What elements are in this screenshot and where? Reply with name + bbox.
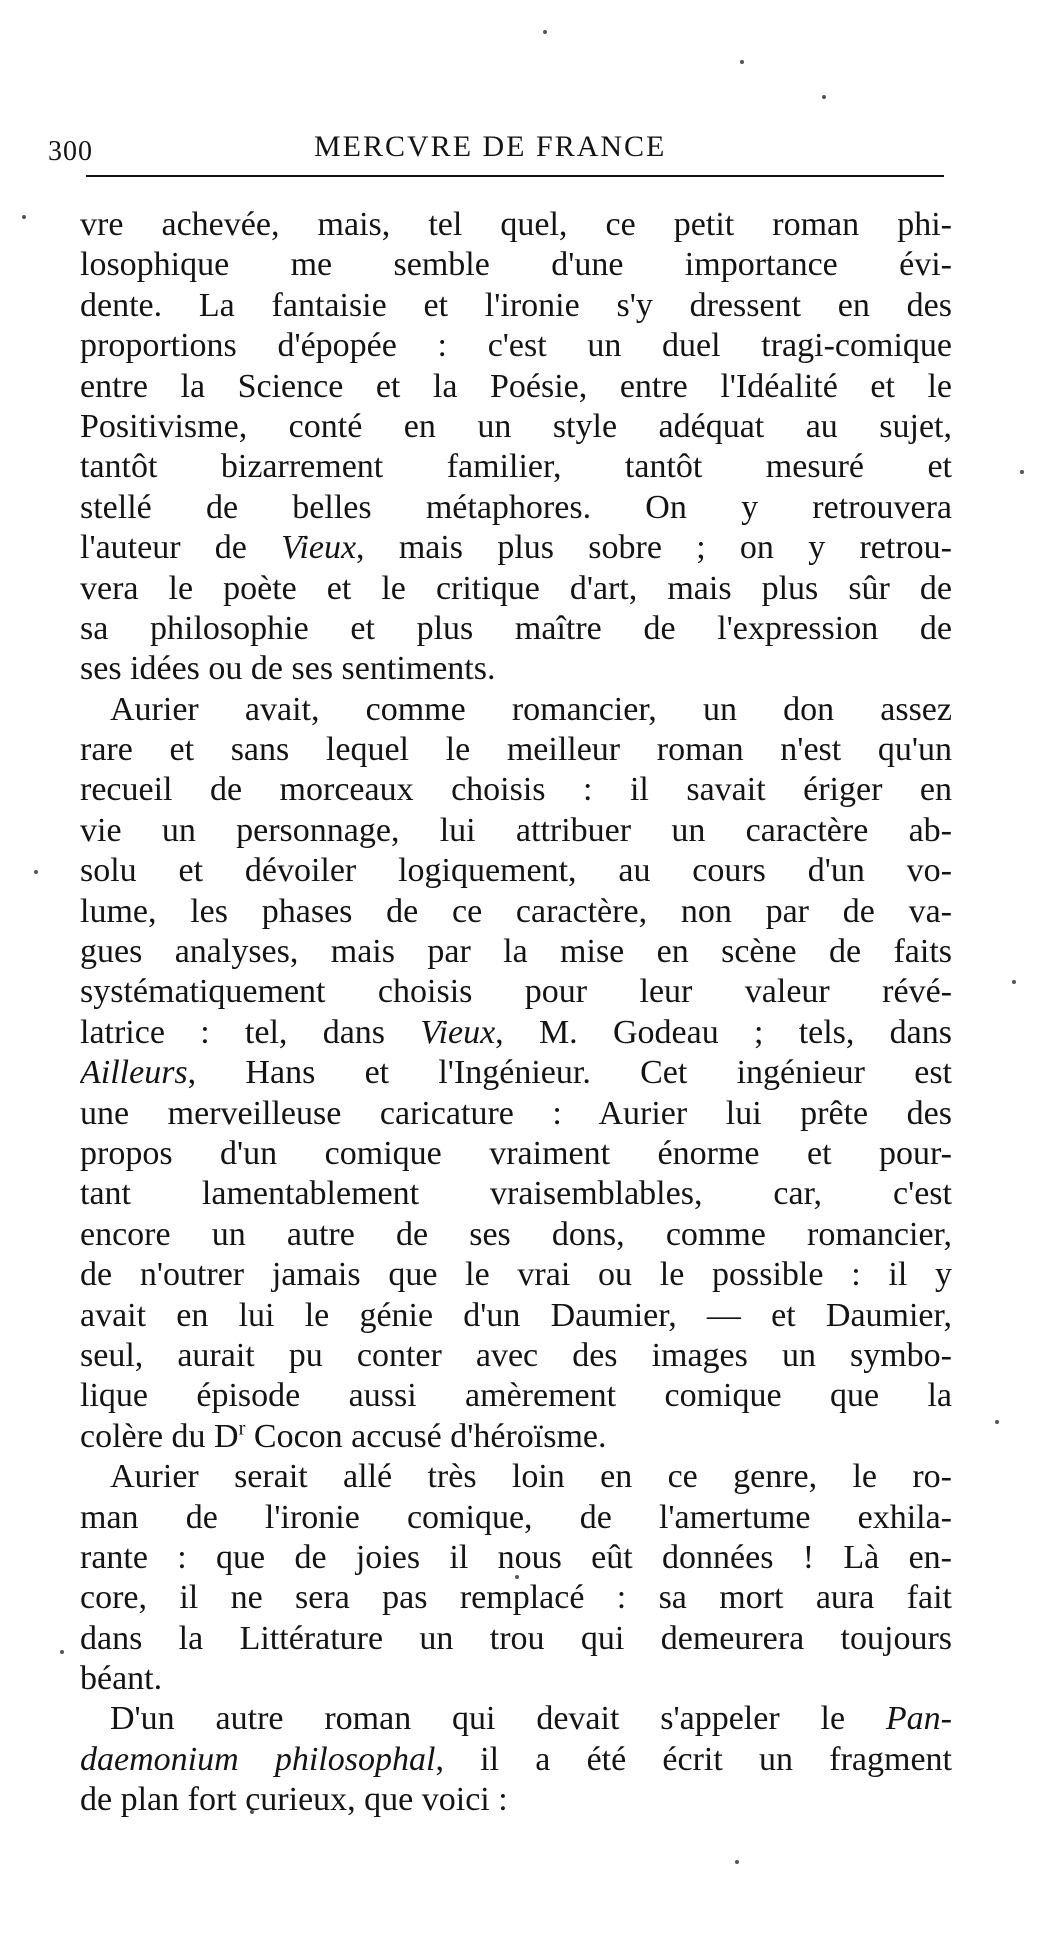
text-line xyxy=(80,1296,952,1336)
text-run: dente. La fantaisie et l'ironie s'y dressent en des xyxy=(80,286,952,324)
text-run: encore un autre de ses dons, comme romancier, xyxy=(80,1215,952,1253)
text-run: une merveilleuse caricature : Aurier lui prête des xyxy=(80,1094,952,1132)
text-run: , M. Godeau ; tels, dans xyxy=(495,1013,952,1051)
text-run: sa philosophie et plus maître de l'expression de xyxy=(80,609,952,647)
text-line xyxy=(80,1538,952,1578)
ink-speck xyxy=(995,1420,999,1424)
text-line xyxy=(80,1255,952,1295)
text-line xyxy=(80,851,952,891)
italic-text: Vieux xyxy=(420,1013,496,1051)
text-line xyxy=(80,972,952,1012)
text-run: tant lamentablement vraisemblables, car, c'est xyxy=(80,1175,952,1213)
text-run: rante : que de joies il nous eût données ! Là en- xyxy=(80,1538,952,1576)
text-line xyxy=(80,1417,952,1457)
ink-speck xyxy=(34,870,38,874)
text-run: , il a été écrit un fragment xyxy=(435,1740,952,1778)
text-line xyxy=(80,447,952,487)
ink-speck xyxy=(1020,470,1024,474)
ink-speck xyxy=(543,30,547,34)
ink-speck xyxy=(1012,980,1016,984)
text-run: ses idées ou de ses sentiments. xyxy=(80,650,496,688)
text-line xyxy=(80,407,952,447)
italic-text: Ailleurs xyxy=(80,1054,188,1092)
text-line xyxy=(80,245,952,285)
text-line xyxy=(80,649,952,689)
text-line xyxy=(80,1498,952,1538)
header-rule xyxy=(86,175,944,177)
page-number: 300 xyxy=(48,136,93,167)
text-line xyxy=(80,528,952,568)
text-run: D'un autre roman qui devait s'appeler le xyxy=(110,1700,886,1738)
text-run: dans la Littérature un trou qui demeurera toujours xyxy=(80,1619,952,1657)
text-run: solu et dévoiler logiquement, au cours d'un vo- xyxy=(80,852,952,890)
text-line xyxy=(80,1376,952,1416)
text-run: tantôt bizarrement familier, tantôt mesuré et xyxy=(80,448,952,486)
text-line xyxy=(80,367,952,407)
ink-speck xyxy=(740,60,744,64)
text-line xyxy=(80,1174,952,1214)
text-run: , mais plus sobre ; on y retrou- xyxy=(356,529,952,567)
text-run: lume, les phases de ce caractère, non par de va- xyxy=(80,892,952,930)
text-line xyxy=(80,811,952,851)
text-line xyxy=(80,770,952,810)
ink-speck xyxy=(22,215,26,219)
text-line xyxy=(80,1740,952,1780)
text-run: de n'outrer jamais que le vrai ou le possible : il y xyxy=(80,1256,952,1294)
text-line xyxy=(80,1619,952,1659)
italic-text: Vieux xyxy=(281,529,357,567)
text-line xyxy=(80,569,952,609)
text-run: core, il ne sera pas remplacé : sa mort aura fait xyxy=(80,1579,952,1617)
ink-speck xyxy=(822,95,826,99)
text-line xyxy=(80,488,952,528)
text-run: losophique me semble d'une importance évi- xyxy=(80,246,952,284)
text-run: proportions d'épopée : c'est un duel tragi-comique xyxy=(80,327,952,365)
text-line xyxy=(80,1053,952,1093)
text-run: recueil de morceaux choisis : il savait ériger en xyxy=(80,771,952,809)
superscript: r xyxy=(238,1417,246,1440)
text-line xyxy=(80,1578,952,1618)
text-run: Aurier avait, comme romancier, un don assez xyxy=(110,690,952,728)
text-line xyxy=(80,1457,952,1497)
text-line xyxy=(80,1215,952,1255)
text-run: Aurier serait allé très loin en ce genre, le ro- xyxy=(110,1458,952,1496)
running-title: MERCVRE DE FRANCE xyxy=(314,130,667,163)
text-line xyxy=(80,1659,952,1699)
text-run: vie un personnage, lui attribuer un caractère ab- xyxy=(80,811,952,849)
page-header xyxy=(40,128,940,172)
text-line xyxy=(80,1134,952,1174)
text-run: colère du D xyxy=(80,1417,239,1455)
text-line xyxy=(80,609,952,649)
text-line xyxy=(80,326,952,366)
ink-speck xyxy=(60,1650,64,1654)
text-run: Positivisme, conté en un style adéquat au sujet, xyxy=(80,407,952,445)
text-run: gues analyses, mais par la mise en scène de faits xyxy=(80,933,952,971)
text-line xyxy=(80,932,952,972)
text-run: avait en lui le génie d'un Daumier, — et Daumier, xyxy=(80,1296,952,1334)
text-run: vera le poète et le critique d'art, mais plus sûr de xyxy=(80,569,952,607)
text-line xyxy=(80,1699,952,1739)
text-line xyxy=(80,286,952,326)
text-run: latrice : tel, dans xyxy=(80,1013,421,1051)
text-run: man de l'ironie comique, de l'amertume exhila- xyxy=(80,1498,952,1536)
text-run: rare et sans lequel le meilleur roman n'est qu'un xyxy=(80,731,952,769)
text-line xyxy=(80,892,952,932)
text-line xyxy=(80,1780,952,1820)
text-run: lique épisode aussi amèrement comique que la xyxy=(80,1377,952,1415)
text-run: Cocon accusé d'héroïsme. xyxy=(245,1417,607,1455)
italic-text: daemonium philosophal xyxy=(80,1740,436,1778)
text-run: systématiquement choisis pour leur valeur révé- xyxy=(80,973,952,1011)
text-run: , Hans et l'Ingénieur. Cet ingénieur est xyxy=(187,1054,952,1092)
text-run: béant. xyxy=(80,1660,163,1698)
text-line xyxy=(80,1336,952,1376)
text-run: propos d'un comique vraiment énorme et pour- xyxy=(80,1134,952,1172)
text-line xyxy=(80,1013,952,1053)
text-run: entre la Science et la Poésie, entre l'Idéalité et le xyxy=(80,367,952,405)
text-run: vre achevée, mais, tel quel, ce petit roman phi- xyxy=(80,206,952,243)
italic-text: Pan- xyxy=(885,1700,952,1738)
text-line xyxy=(80,730,952,770)
text-run: seul, aurait pu conter avec des images un symbo- xyxy=(80,1336,952,1374)
text-line xyxy=(80,205,952,245)
ink-speck xyxy=(735,1860,739,1864)
text-line xyxy=(80,1094,952,1134)
text-run: stellé de belles métaphores. On y retrouvera xyxy=(80,488,952,526)
text-line xyxy=(80,690,952,730)
body-text xyxy=(80,205,952,1821)
text-run: l'auteur de xyxy=(80,529,282,567)
text-run: de plan fort curieux, que voici : xyxy=(80,1781,508,1819)
